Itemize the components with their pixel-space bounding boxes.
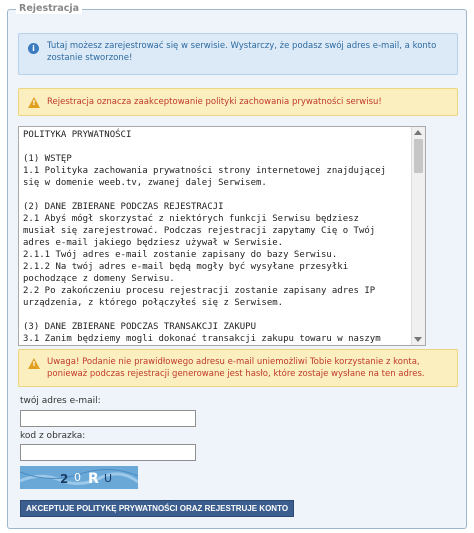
info-message — [18, 33, 458, 75]
email-field[interactable] — [20, 410, 196, 427]
scroll-up-icon[interactable] — [414, 130, 422, 135]
registration-fieldset — [7, 3, 467, 529]
email-warning — [18, 349, 458, 387]
captcha-char-2: 0 — [74, 471, 81, 484]
accept-register-button[interactable]: AKCEPTUJE POLITYKĘ PRYWATNOŚCI ORAZ REJESTRUJE KONTO — [20, 500, 294, 517]
captcha-label: kod z obrazka: — [20, 431, 86, 441]
info-icon: i — [28, 43, 39, 54]
email-warning-text: Uwaga! Podanie nie prawidłowego adresu e-mail uniemożliwi Tobie korzystanie z konta, ponieważ podczas rejestracji generowane jest hasło, które zostaje wysłane na ten adres. — [47, 357, 425, 379]
captcha-field[interactable] — [20, 444, 196, 461]
privacy-notice — [18, 88, 458, 116]
scroll-down-icon[interactable] — [414, 337, 422, 342]
form-legend: Rejestracja — [16, 3, 82, 14]
warning-icon: ! — [28, 358, 40, 369]
privacy-notice-text: Rejestracja oznacza zaakceptowanie polityki zachowania prywatności serwisu! — [47, 97, 382, 107]
warning-icon: ! — [28, 97, 40, 108]
captcha-char-3: R — [88, 471, 99, 487]
captcha-image — [20, 466, 138, 489]
policy-scrollbar[interactable] — [411, 127, 425, 345]
captcha-char-4: U — [104, 472, 113, 485]
info-message-text: Tutaj możesz zarejestrować się w serwisie. Wystarczy, że podasz swój adres e-mail, a konto zostanie stworzone! — [47, 41, 437, 63]
scroll-thumb[interactable] — [414, 139, 423, 173]
email-label: twój adres e-mail: — [20, 396, 101, 406]
privacy-policy-textarea[interactable]: POLITYKA PRYWATNOŚCI (1) WSTĘP 1.1 Polityka zachowania prywatności strony internetowej znajdującej się w domenie weeb.tv, zwanej dalej Serwisem. (2) DANE ZBIERANE PODCZAS REJESTRACJI 2.1 Abyś mógł skorzystać z niektórych funkcji Serwisu będziesz musiał się zarejestrować. Podczas rejestracji zapytamy Cię o Twój adres e-mail jakiego będziesz używał w Serwisie. 2.1.1 Twój adres e-mail zostanie zapisany do bazy Serwisu. 2.1.2 Na twój adres e-mail będą mogły być wysyłane przesyłki pochodzące z domeny Serwisu. 2.2 Po zakończeniu procesu rejestracji zostanie zapisany adres IP urządzenia, z którego połączyłeś się z Serwisem. (3) DANE ZBIERANE PODCZAS TRANSAKCJI ZAKUPU 3.1 Zanim będziemy mogli dokonać transakcji zakupu towaru w naszym — [18, 126, 426, 346]
captcha-char-1: 2 — [60, 472, 69, 486]
